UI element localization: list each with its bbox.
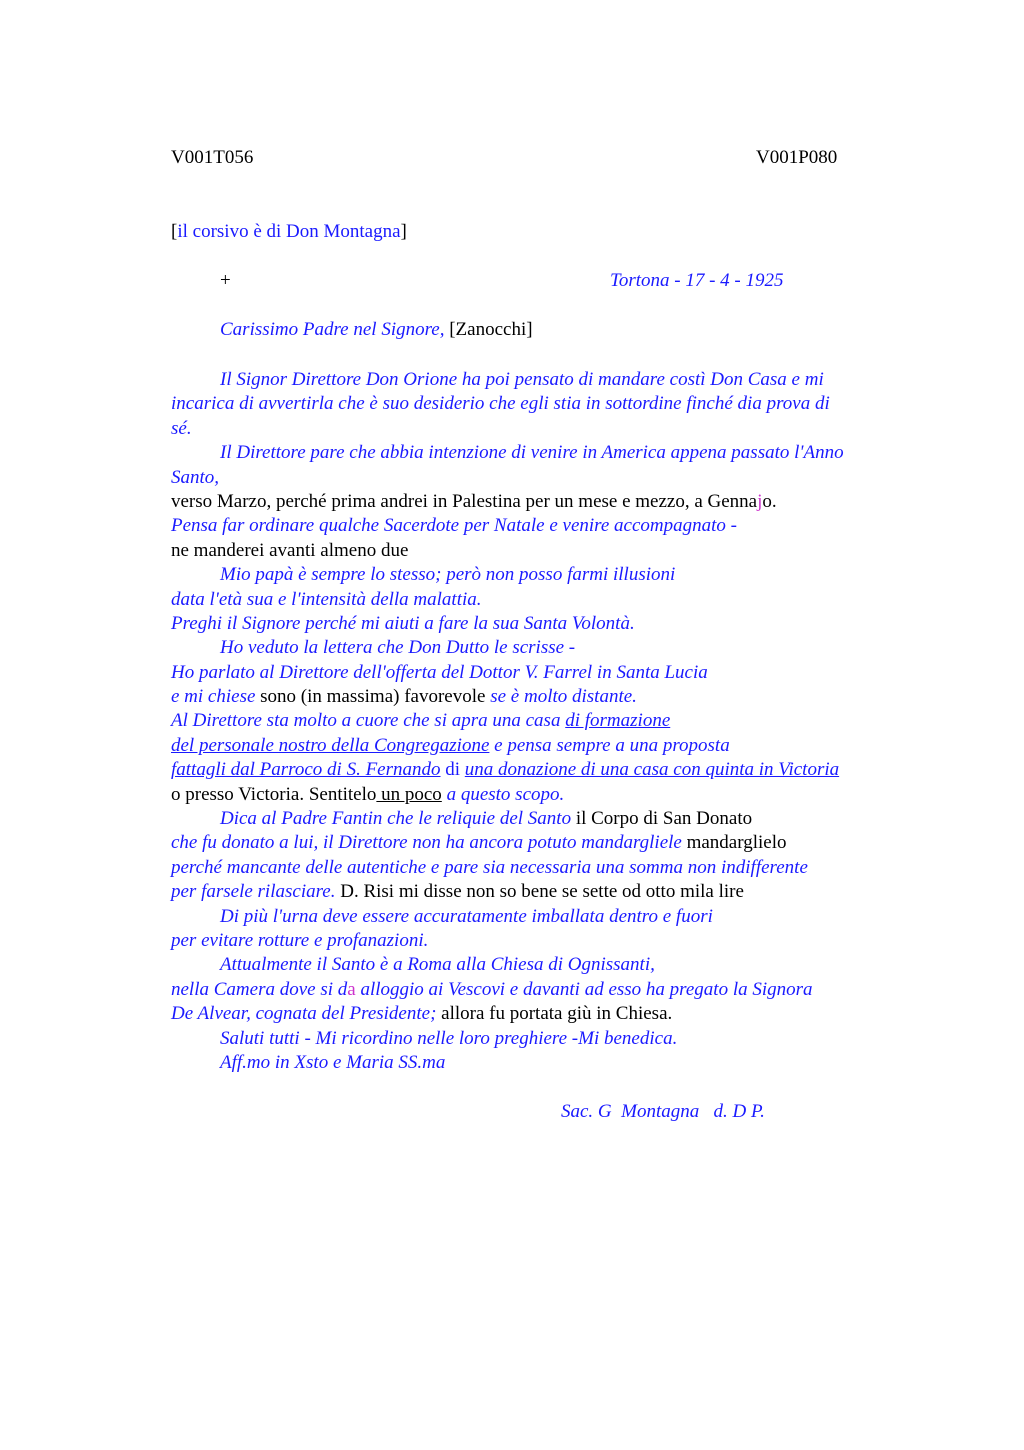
letter-line bbox=[171, 490, 911, 514]
text-segment: se è molto distante. bbox=[490, 686, 637, 708]
text-segment: sono (in massima) favorevole bbox=[255, 686, 491, 708]
underlined-segment: una donazione di una casa con quinta in Victoria bbox=[464, 759, 840, 781]
letter-line: Aff.mo in Xsto e Maria SS.ma bbox=[220, 1051, 446, 1073]
salutation-text: Carissimo Padre nel Signore, bbox=[220, 319, 445, 340]
editorial-note bbox=[171, 221, 407, 243]
text-segment: e pensa sempre a una proposta bbox=[489, 734, 730, 756]
letter-line bbox=[171, 758, 911, 782]
header-left-code: V001T056 bbox=[171, 147, 254, 168]
header-right-code: V001P080 bbox=[756, 147, 838, 168]
cross-mark: + bbox=[220, 270, 231, 291]
letter-line: Ho veduto la lettera che Don Dutto le scrisse - bbox=[220, 637, 576, 659]
letter-line: data l'età sua e l'intensità della malattia. bbox=[171, 588, 482, 610]
letter-line: Il Signor Direttore Don Orione ha poi pensato di mandare costì Don Casa e mi bbox=[220, 369, 824, 390]
note-open-bracket: [ bbox=[171, 221, 178, 242]
text-segment: verso Marzo, perché prima andrei in Palestina per un mese e mezzo, a Genna bbox=[171, 490, 758, 512]
letter-line: incarica di avvertirla che è suo desiderio che egli stia in sottordine finché dia prova di bbox=[171, 393, 830, 415]
text-segment: nella Camera dove si d bbox=[171, 978, 348, 1000]
underlined-segment: del personale nostro della Congregazione bbox=[171, 734, 490, 756]
text-segment: Al Direttore sta molto a cuore che si apra una casa bbox=[171, 710, 566, 732]
salutation-recipient: [Zanocchi] bbox=[449, 319, 533, 340]
letter-line bbox=[171, 978, 911, 1002]
salutation bbox=[220, 319, 533, 341]
letter-line bbox=[171, 783, 911, 807]
letter-line bbox=[171, 1002, 911, 1026]
letter-line: Saluti tutti - Mi ricordino nelle loro preghiere -Mi benedica. bbox=[220, 1027, 678, 1049]
letter-line: Pensa far ordinare qualche Sacerdote per Natale e venire accompagnato - bbox=[171, 515, 737, 537]
text-segment: De Alvear, cognata del Presidente; bbox=[171, 1003, 437, 1025]
letter-line: Il Direttore pare che abbia intenzione di venire in America appena passato l'Anno bbox=[220, 442, 844, 464]
text-segment: mandarglielo bbox=[681, 832, 787, 854]
letter-line: Attualmente il Santo è a Roma alla Chiesa di Ognissanti, bbox=[220, 954, 655, 976]
letter-line bbox=[171, 831, 911, 855]
text-segment: allora fu portata giù in Chiesa. bbox=[436, 1003, 673, 1025]
text-segment: alloggio ai Vescovi e davanti ad esso ha pregato la Signora bbox=[355, 978, 813, 1000]
letter-line: Mio papà è sempre lo stesso; però non posso farmi illusioni bbox=[220, 564, 676, 586]
text-segment: il Corpo di San Donato bbox=[571, 808, 753, 830]
note-close-bracket: ] bbox=[400, 221, 407, 242]
text-segment: e mi chiese bbox=[171, 686, 256, 708]
correction-mark: a bbox=[347, 978, 356, 1000]
underlined-segment: un poco bbox=[376, 783, 442, 805]
note-text: il corsivo è di Don Montagna bbox=[177, 221, 401, 242]
letter-line: Ho parlato al Direttore dell'offerta del Dottor V. Farrel in Santa Lucia bbox=[171, 661, 708, 683]
letter-line: Preghi il Signore perché mi aiuti a fare la sua Santa Volontà. bbox=[171, 612, 635, 634]
text-segment: D. Risi mi disse non so bene se sette od otto mila lire bbox=[335, 881, 744, 903]
underlined-segment: di formazione bbox=[565, 710, 671, 732]
letter-line: Di più l'urna deve essere accuratamente imballata dentro e fuori bbox=[220, 905, 713, 927]
letter-line bbox=[171, 880, 911, 904]
letter-line bbox=[171, 807, 911, 831]
signature: Sac. G Montagna d. D P. bbox=[561, 1101, 765, 1122]
letter-line: perché mancante delle autentiche e pare sia necessaria una somma non indifferente bbox=[171, 856, 808, 878]
letter-line: Santo, bbox=[171, 466, 220, 488]
letter-line: ne manderei avanti almeno due bbox=[171, 539, 409, 561]
text-segment: a questo scopo. bbox=[441, 783, 565, 805]
place-date: Tortona - 17 - 4 - 1925 bbox=[610, 270, 784, 291]
correction-mark: j bbox=[757, 490, 763, 512]
letter-line: per evitare rotture e profanazioni. bbox=[171, 929, 429, 951]
letter-line: sé. bbox=[171, 417, 192, 439]
text-segment: che fu donato a lui, il Direttore non ha ancora potuto mandargliele bbox=[171, 832, 682, 854]
letter-body bbox=[171, 368, 911, 1075]
letter-line bbox=[171, 709, 911, 733]
letter-line bbox=[171, 685, 911, 709]
underlined-segment: fattagli dal Parroco di S. Fernando bbox=[171, 759, 441, 781]
text-segment: o. bbox=[762, 490, 777, 512]
text-segment: Dica al Padre Fantin che le reliquie del Santo bbox=[220, 808, 572, 830]
text-segment: o presso Victoria. Sentitelo bbox=[171, 783, 377, 805]
text-segment: per farsele rilasciare. bbox=[171, 881, 336, 903]
letter-line bbox=[171, 734, 911, 758]
text-segment: di bbox=[440, 759, 465, 781]
